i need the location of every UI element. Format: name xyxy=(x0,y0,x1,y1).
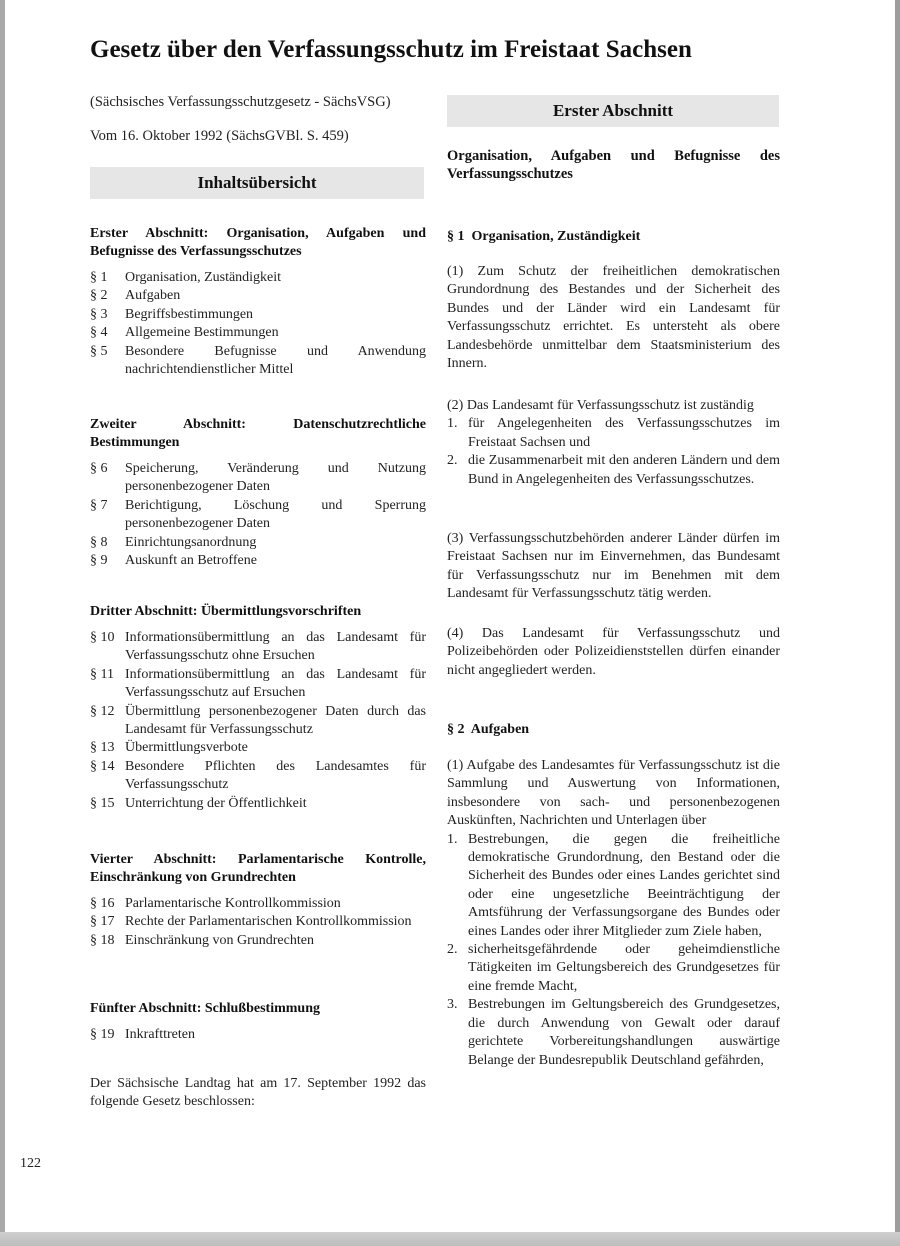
toc-section-2 xyxy=(90,416,426,570)
numbered-list xyxy=(447,831,780,1070)
paragraph-heading: § 2 Aufgaben xyxy=(447,722,530,737)
toc-item[interactable] xyxy=(90,552,426,570)
toc-item-number: § 1 xyxy=(90,270,108,285)
toc-item-text: Besondere Befugnisse und Anwendung nachrichtendienstlicher Mittel xyxy=(125,343,426,378)
toc-item[interactable] xyxy=(90,287,426,305)
toc-section-1 xyxy=(90,225,426,379)
toc-item[interactable] xyxy=(90,534,426,552)
toc-section-5 xyxy=(90,1000,426,1044)
clause-1-4 xyxy=(447,625,780,680)
toc-section-heading: Vierter Abschnitt: Parlamentarische Kontrolle, Einschränkung von Grundrechten xyxy=(90,852,426,885)
clause-text: (3) Verfassungsschutzbehörden anderer Länder dürfen im Freistaat Sachsen nur im Einvernehmen, das Bundesamt für Verfassungsschutz nur im Benehmen mit dem Landesamt für Verfassungsschutz tätig werden. xyxy=(447,531,780,602)
clause-text: (1) Zum Schutz der freiheitlichen demokratischen Grundordnung des Bestandes und der Sicherheit des Bundes und der Länder wird ein Landesamt für Verfassungsschutz errichtet. Es untersteht als obere Landesbehörde unmittelbar dem Staatsministerium des Innern. xyxy=(447,264,780,372)
list-item-text: für Angelegenheiten des Verfassungsschutzes im Freistaat Sachsen und xyxy=(468,416,780,450)
toc-item-number: § 12 xyxy=(90,703,115,719)
toc-item[interactable] xyxy=(90,895,426,913)
paragraph-heading: § 1 Organisation, Zuständigkeit xyxy=(447,229,641,244)
toc-item-text: Organisation, Zuständigkeit xyxy=(125,270,282,285)
toc-item[interactable] xyxy=(90,629,426,666)
toc-item-text: Auskunft an Betroffene xyxy=(125,553,257,569)
numbered-list xyxy=(447,415,780,489)
toc-item-text: Übermittlung personenbezogener Daten durch das Landesamt für Verfassungsschutz xyxy=(125,703,426,738)
toc-section-heading: Dritter Abschnitt: Übermittlungsvorschriften xyxy=(90,604,362,619)
toc-item-number: § 6 xyxy=(90,461,108,476)
toc-item-list xyxy=(90,1026,426,1044)
toc-item-list xyxy=(90,895,426,950)
toc-item-text: Einrichtungsanordnung xyxy=(125,534,257,550)
toc-item-list xyxy=(90,269,426,379)
toc-item-list xyxy=(90,460,426,570)
toc-heading: Inhaltsübersicht xyxy=(197,173,317,192)
part-heading: Erster Abschnitt xyxy=(552,101,674,120)
toc-section-heading: Zweiter Abschnitt: Datenschutzrechtliche Bestimmungen xyxy=(90,417,426,450)
toc-item[interactable] xyxy=(90,666,426,703)
toc-item-list xyxy=(90,629,426,813)
toc-item[interactable] xyxy=(90,269,426,287)
list-item-text: Bestrebungen, die gegen die freiheitliche demokratische Grundordnung, den Bestand oder die Sicherheit des Bundes oder eines Landes gerichtet sind oder eine ungesetzliche Beeinträchtigung der Amtsführung der Verfassungsorgane des Bundes oder eines Landes oder ihrer Mitglieder zum Ziele haben, xyxy=(468,831,780,939)
toc-item[interactable] xyxy=(90,1026,426,1044)
toc-item-text: Informationsübermittlung an das Landesamt für Verfassungsschutz ohne Ersuchen xyxy=(125,630,426,664)
scan-edge-right xyxy=(895,0,900,1246)
scan-edge-bottom xyxy=(0,1232,900,1246)
toc-item[interactable] xyxy=(90,795,426,813)
clause-text: (4) Das Landesamt für Verfassungsschutz und Polizeibehörden oder Polizeidienststellen dürfen einander nicht angegliedert werden. xyxy=(447,626,780,678)
toc-item[interactable] xyxy=(90,913,426,931)
enactment-clause xyxy=(90,1075,426,1112)
list-item xyxy=(447,941,780,996)
toc-item-text: Allgemeine Bestimmungen xyxy=(125,325,279,341)
toc-item-number: § 13 xyxy=(90,740,115,756)
toc-item-number: § 11 xyxy=(90,666,114,682)
toc-item-text: Übermittlungsverbote xyxy=(125,740,248,756)
paragraph-2-heading-block xyxy=(447,721,780,739)
toc-section-4 xyxy=(90,851,426,950)
toc-item[interactable] xyxy=(90,739,426,757)
list-item xyxy=(447,415,780,452)
toc-item-number: § 5 xyxy=(90,343,108,359)
toc-item-number: § 10 xyxy=(90,630,115,645)
list-item xyxy=(447,831,780,941)
enactment-text: Der Sächsische Landtag hat am 17. September 1992 das folgende Gesetz beschlossen: xyxy=(90,1076,426,1110)
list-item xyxy=(447,996,780,1070)
toc-item-text: Begriffsbestimmungen xyxy=(125,306,254,322)
toc-item-text: Rechte der Parlamentarischen Kontrollkommission xyxy=(125,914,412,930)
toc-item-text: Einschränkung von Grundrechten xyxy=(125,932,314,948)
toc-item-text: Aufgaben xyxy=(125,288,181,304)
clause-1-1 xyxy=(447,263,780,373)
toc-item[interactable] xyxy=(90,932,426,950)
toc-item-number: § 3 xyxy=(90,306,108,322)
list-item-number: 1. xyxy=(447,416,458,432)
short-title: (Sächsisches Verfassungsschutzgesetz - SächsVSG) xyxy=(90,94,391,110)
toc-item[interactable] xyxy=(90,306,426,324)
toc-item-number: § 14 xyxy=(90,758,115,774)
toc-item[interactable] xyxy=(90,703,426,740)
clause-1-3 xyxy=(447,530,780,604)
list-item-number: 1. xyxy=(447,831,458,847)
clause-1-2 xyxy=(447,397,780,489)
toc-section-heading: Erster Abschnitt: Organisation, Aufgaben und Befugnisse des Verfassungsschutzes xyxy=(90,226,426,259)
toc-item-number: § 2 xyxy=(90,288,108,304)
part-subtitle-block xyxy=(447,147,780,183)
clause-text: (2) Das Landesamt für Verfassungsschutz ist zuständig xyxy=(447,398,754,413)
clause-text: (1) Aufgabe des Landesamtes für Verfassungsschutz ist die Sammlung und Auswertung von Informationen, insbesondere von sach- und personenbezogenen Auskünften, Nachrichten und Unterlagen über xyxy=(447,758,780,829)
toc-item-number: § 17 xyxy=(90,914,115,930)
toc-item-text: Informationsübermittlung an das Landesamt für Verfassungsschutz auf Ersuchen xyxy=(125,666,426,701)
list-item xyxy=(447,452,780,489)
part-heading-box xyxy=(447,95,779,127)
toc-item-number: § 16 xyxy=(90,896,115,911)
toc-item[interactable] xyxy=(90,324,426,342)
date-line: Vom 16. Oktober 1992 (SächsGVBl. S. 459) xyxy=(90,128,349,144)
document-title: Gesetz über den Verfassungsschutz im Freistaat Sachsen xyxy=(90,36,692,63)
list-item-text: die Zusammenarbeit mit den anderen Ländern und dem Bund in Angelegenheiten des Verfassungsschutzes. xyxy=(468,453,780,487)
toc-item-number: § 7 xyxy=(90,497,108,513)
toc-item[interactable] xyxy=(90,460,426,497)
toc-item-number: § 9 xyxy=(90,553,108,569)
toc-item-number: § 19 xyxy=(90,1027,115,1042)
scan-edge-left xyxy=(0,0,5,1246)
list-item-number: 2. xyxy=(447,453,458,469)
toc-item-number: § 8 xyxy=(90,534,108,550)
toc-section-3 xyxy=(90,603,426,813)
toc-item-text: Besondere Pflichten des Landesamtes für Verfassungsschutz xyxy=(125,758,426,793)
toc-item-number: § 18 xyxy=(90,932,115,948)
paragraph-1-heading-block xyxy=(447,228,780,246)
toc-item[interactable] xyxy=(90,758,426,795)
toc-item-text: Parlamentarische Kontrollkommission xyxy=(125,896,341,911)
toc-item[interactable] xyxy=(90,497,426,534)
toc-item-number: § 15 xyxy=(90,795,115,811)
toc-item-number: § 4 xyxy=(90,325,108,341)
page-number: 122 xyxy=(20,1156,41,1171)
toc-section-heading: Fünfter Abschnitt: Schlußbestimmung xyxy=(90,1001,321,1016)
toc-item-text: Unterrichtung der Öffentlichkeit xyxy=(125,795,307,811)
toc-item-text: Inkrafttreten xyxy=(125,1027,195,1042)
list-item-text: Bestrebungen im Geltungsbereich des Grundgesetzes, die durch Anwendung von Gewalt oder darauf gerichtete Vorbereitungshandlungen auswärtige Belange der Bundesrepublik Deutschland gefährden, xyxy=(468,997,780,1068)
toc-item[interactable] xyxy=(90,343,426,380)
toc-heading-box xyxy=(90,167,424,199)
part-subtitle: Organisation, Aufgaben und Befugnisse des Verfassungsschutzes xyxy=(447,148,780,182)
list-item-number: 2. xyxy=(447,942,458,958)
list-item-number: 3. xyxy=(447,997,458,1013)
list-item-text: sicherheitsgefährdende oder geheimdienstliche Tätigkeiten im Geltungsbereich des Grundgesetzes für eine fremde Macht, xyxy=(468,942,780,994)
clause-2-1 xyxy=(447,757,780,1070)
toc-item-text: Berichtigung, Löschung und Sperrung personenbezogener Daten xyxy=(125,497,426,532)
toc-item-text: Speicherung, Veränderung und Nutzung personenbezogener Daten xyxy=(125,461,426,495)
